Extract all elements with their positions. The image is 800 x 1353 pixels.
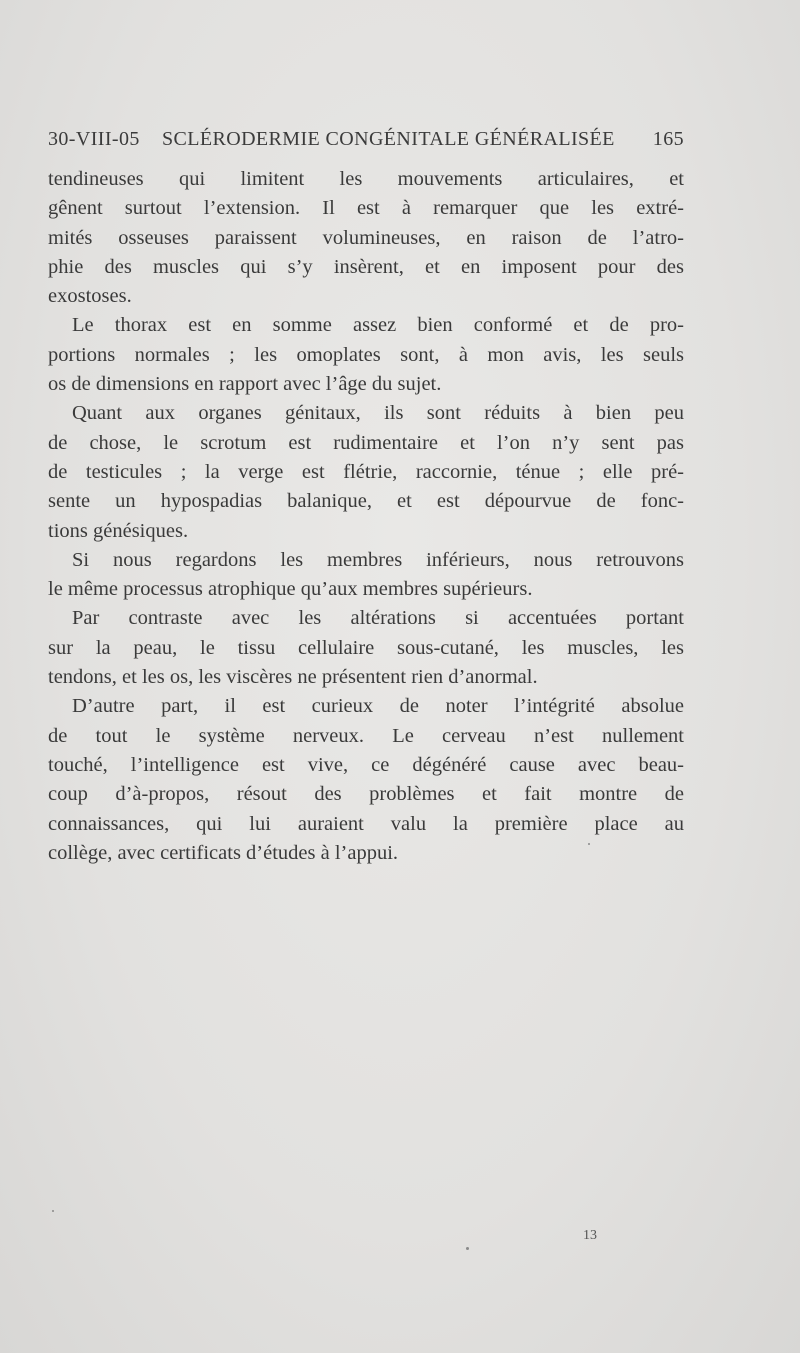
- text-line: tendineuses qui limitent les mouvements articulaires, et: [48, 168, 684, 190]
- running-head-title: SCLÉRODERMIE CONGÉNITALE GÉNÉRALISÉE: [162, 128, 615, 150]
- text-line: D’autre part, il est curieux de noter l’intégrité absolue: [72, 695, 684, 718]
- signature-mark: 13: [583, 1228, 597, 1243]
- paper-speck: [466, 1247, 469, 1250]
- text-line: touché, l’intelligence est vive, ce dégénéré cause avec beau-: [48, 753, 684, 776]
- running-head-date: 30-VIII-05: [48, 128, 140, 150]
- text-line: Quant aux organes génitaux, ils sont réduits à bien peu: [72, 402, 684, 425]
- text-line: gênent surtout l’extension. Il est à remarquer que les extré-: [48, 197, 684, 220]
- paper-speck: [52, 1210, 54, 1212]
- text-line: connaissances, qui lui auraient valu la première place au: [48, 812, 684, 835]
- text-line: os de dimensions en rapport avec l’âge du sujet.: [48, 373, 442, 396]
- text-line: de chose, le scrotum est rudimentaire et l’on n’y sent pas: [48, 431, 684, 454]
- text-line: Le thorax est en somme assez bien conformé et de pro-: [72, 314, 684, 337]
- text-line: mités osseuses paraissent volumineuses, en raison de l’atro-: [48, 226, 684, 249]
- text-line: Si nous regardons les membres inférieurs, nous retrouvons: [72, 548, 684, 571]
- text-line: de testicules ; la verge est flétrie, raccornie, ténue ; elle pré-: [48, 460, 684, 483]
- text-line: sur la peau, le tissu cellulaire sous-cutané, les muscles, les: [48, 636, 684, 659]
- paper-speck: [588, 843, 590, 845]
- body-text: [48, 165, 684, 868]
- page-number: 165: [652, 128, 684, 150]
- text-line: coup d’à-propos, résout des problèmes et fait montre de: [48, 783, 684, 806]
- text-line: de tout le système nerveux. Le cerveau n’est nullement: [48, 724, 684, 747]
- text-line: collège, avec certificats d’études à l’appui.: [48, 841, 399, 864]
- running-head: [48, 128, 684, 158]
- text-line: tendons, et les os, les viscères ne présentent rien d’anormal.: [48, 666, 538, 689]
- text-line: le même processus atrophique qu’aux membres supérieurs.: [48, 578, 533, 601]
- text-line: portions normales ; les omoplates sont, à mon avis, les seuls: [48, 343, 684, 366]
- text-line: Par contraste avec les altérations si accentuées portant: [72, 607, 684, 630]
- text-line: sente un hypospadias balanique, et est dépourvue de fonc-: [48, 490, 684, 513]
- text-line: tions génésiques.: [48, 519, 189, 542]
- text-line: exostoses.: [48, 285, 132, 308]
- text-line: phie des muscles qui s’y insèrent, et en imposent pour des: [48, 255, 684, 278]
